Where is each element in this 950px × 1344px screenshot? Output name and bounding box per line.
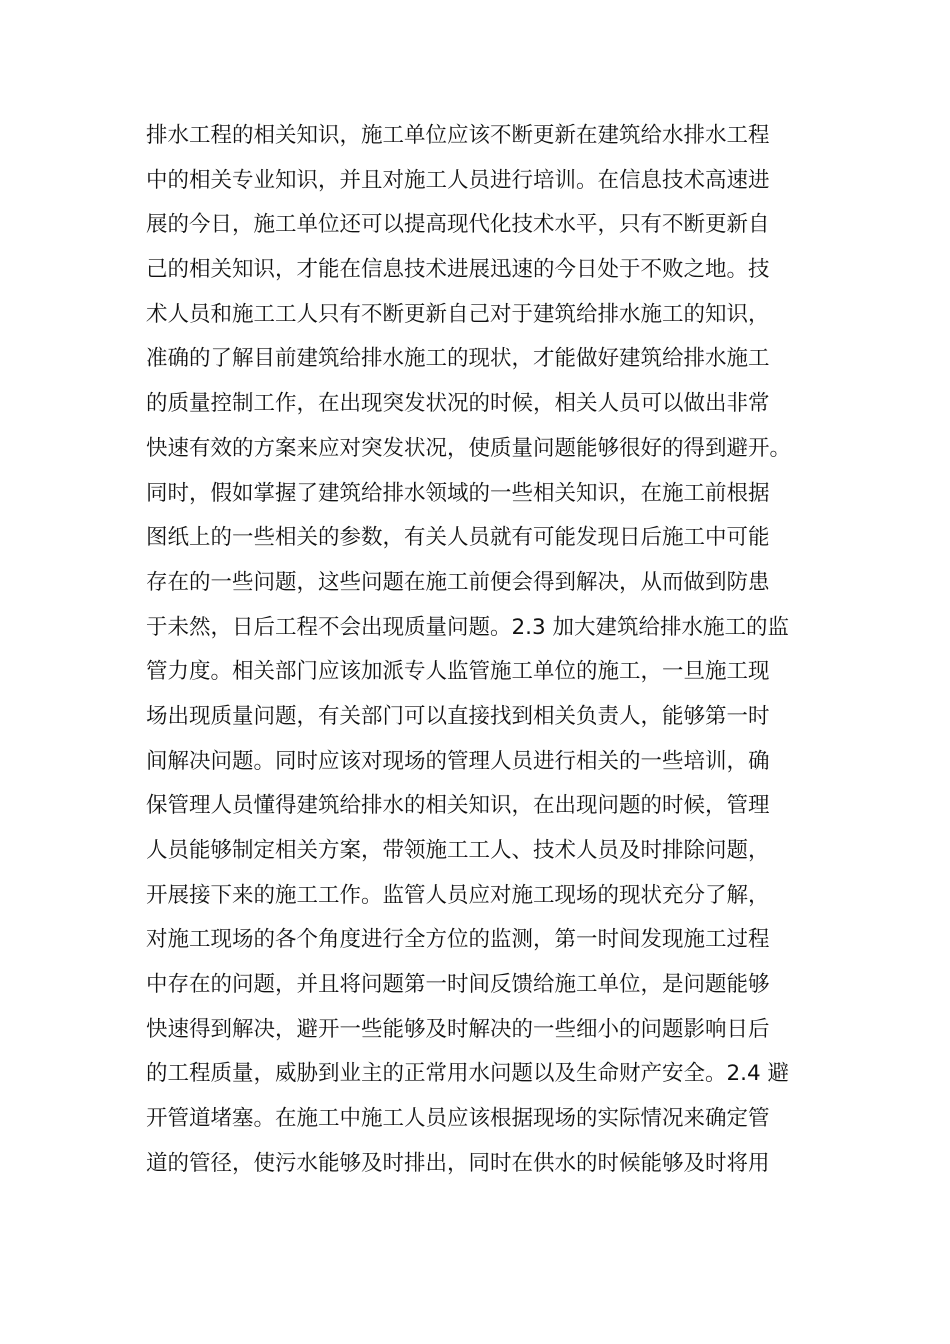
text-line: 保管理人员懂得建筑给排水的相关知识，在出现问题的时候，管理: [146, 793, 770, 819]
text-line: 中存在的问题，并且将问题第一时间反馈给施工单位，是问题能够: [146, 972, 770, 998]
text-line: 的工程质量，威胁到业主的正常用水问题以及生命财产安全。2.4 避: [146, 1061, 790, 1087]
text-line: 己的相关知识，才能在信息技术进展迅速的今日处于不败之地。技: [146, 257, 770, 283]
text-line: 中的相关专业知识，并且对施工人员进行培训。在信息技术高速进: [146, 167, 770, 193]
text-line: 的质量控制工作，在出现突发状况的时候，相关人员可以做出非常: [146, 391, 770, 417]
text-line: 展的今日，施工单位还可以提高现代化技术水平，只有不断更新自: [146, 212, 770, 238]
text-line: 术人员和施工工人只有不断更新自己对于建筑给排水施工的知识，: [146, 301, 770, 327]
text-line: 场出现质量问题，有关部门可以直接找到相关负责人，能够第一时: [146, 703, 770, 729]
text-line: 排水工程的相关知识，施工单位应该不断更新在建筑给水排水工程: [146, 123, 770, 148]
text-line: 存在的一些问题，这些问题在施工前便会得到解决，从而做到防患: [146, 569, 770, 595]
text-line: 于未然，日后工程不会出现质量问题。2.3 加大建筑给排水施工的监: [146, 614, 790, 640]
text-line: 图纸上的一些相关的参数，有关人员就有可能发现日后施工中可能: [146, 525, 770, 551]
text-line: 快速得到解决，避开一些能够及时解决的一些细小的问题影响日后: [146, 1016, 770, 1042]
text-line: 快速有效的方案来应对突发状况，使质量问题能够很好的得到避开。: [146, 435, 792, 461]
text-line: 人员能够制定相关方案，带领施工工人、技术人员及时排除问题，: [146, 838, 770, 863]
text-line: 管力度。相关部门应该加派专人监管施工单位的施工，一旦施工现: [146, 659, 770, 685]
body-text: [146, 114, 826, 1187]
text-line: 准确的了解目前建筑给排水施工的现状，才能做好建筑给排水施工: [146, 346, 770, 372]
text-line: 开管道堵塞。在施工中施工人员应该根据现场的实际情况来确定管: [146, 1106, 770, 1132]
text-line: 开展接下来的施工工作。监管人员应对施工现场的现状充分了解，: [146, 882, 770, 908]
text-line: 间解决问题。同时应该对现场的管理人员进行相关的一些培训，确: [146, 748, 770, 774]
text-line: 同时，假如掌握了建筑给排水领域的一些相关知识，在施工前根据: [146, 480, 770, 506]
text-line: 道的管径，使污水能够及时排出，同时在供水的时候能够及时将用: [146, 1150, 770, 1176]
text-line: 对施工现场的各个角度进行全方位的监测，第一时间发现施工过程: [146, 927, 770, 953]
